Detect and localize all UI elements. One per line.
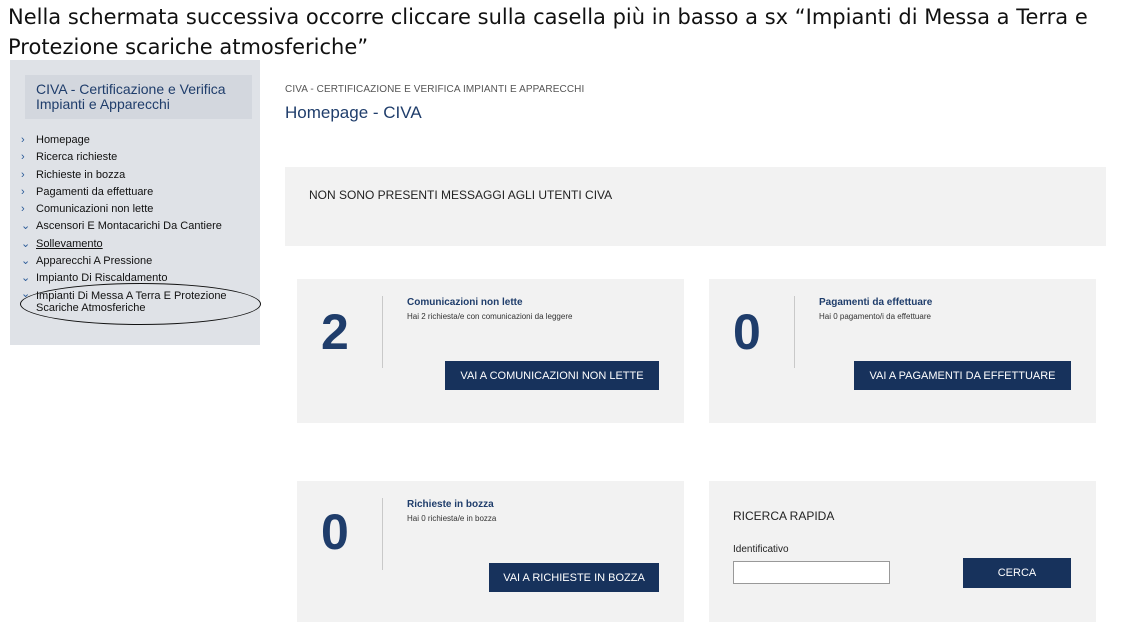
card-title: Comunicazioni non lette [407, 297, 523, 308]
breadcrumb: CIVA - CERTIFICAZIONE E VERIFICA IMPIANTI E APPARECCHI [285, 84, 585, 95]
sidebar-item-pagamenti[interactable] [20, 184, 260, 201]
sidebar-item-messa-a-terra[interactable] [20, 288, 260, 318]
ricerca-title: RICERCA RAPIDA [733, 509, 835, 523]
sidebar-menu [20, 132, 260, 318]
instruction-caption: Nella schermata successiva occorre cliccare sulla casella più in basso a sx “Impianti di Messa a Terra e Protezione scariche atmosferiche” [8, 5, 1088, 59]
chevron-down-icon: ⌄ [21, 220, 31, 233]
chevron-right-icon: › [21, 134, 25, 146]
sidebar-item-sollevamento[interactable] [20, 236, 260, 253]
sidebar-item-riscaldamento[interactable] [20, 270, 260, 287]
divider [382, 296, 383, 368]
card-comunicazioni [297, 279, 684, 423]
card-title: Richieste in bozza [407, 499, 494, 510]
vai-pagamenti-button[interactable]: VAI A PAGAMENTI DA EFFETTUARE [854, 361, 1071, 390]
chevron-down-icon: ⌄ [21, 237, 31, 250]
sidebar-item-ascensori[interactable] [20, 218, 260, 235]
sidebar-item-label: Pagamenti da effettuare [36, 185, 154, 198]
chevron-down-icon: ⌄ [21, 255, 31, 268]
chevron-right-icon: › [21, 203, 25, 216]
chevron-right-icon: › [21, 185, 25, 198]
cerca-button[interactable]: CERCA [963, 558, 1071, 588]
sidebar-item-label: Impianto Di Riscaldamento [36, 272, 168, 285]
sidebar-item-apparecchi-pressione[interactable] [20, 253, 260, 270]
sidebar-item-label: Impianti Di Messa A Terra E Protezione Scariche Atmosferiche [36, 289, 227, 314]
sidebar-item-label: Comunicazioni non lette [36, 203, 154, 216]
messages-panel [285, 167, 1106, 246]
sidebar-item-label: Ascensori E Montacarichi Da Cantiere [36, 220, 222, 233]
sidebar-item-ricerca-richieste[interactable] [20, 149, 260, 166]
vai-bozza-button[interactable]: VAI A RICHIESTE IN BOZZA [489, 563, 659, 592]
identificativo-input[interactable] [733, 561, 890, 584]
card-subtitle: Hai 0 pagamento/i da effettuare [819, 312, 931, 321]
sidebar-item-comunicazioni[interactable] [20, 201, 260, 218]
vai-comunicazioni-button[interactable]: VAI A COMUNICAZIONI NON LETTE [445, 361, 659, 390]
chevron-right-icon: › [21, 168, 25, 181]
sidebar-title: CIVA - Certificazione e Verifica Impianti e Apparecchi [25, 75, 252, 119]
count-bozza: 0 [321, 504, 349, 560]
identificativo-label: Identificativo [733, 544, 789, 555]
count-pagamenti: 0 [733, 304, 761, 360]
chevron-down-icon: ⌄ [21, 287, 31, 300]
divider [382, 498, 383, 570]
card-subtitle: Hai 0 richiesta/e in bozza [407, 514, 497, 523]
card-bozza [297, 481, 684, 622]
sidebar [10, 60, 260, 345]
sidebar-item-label: Richieste in bozza [36, 168, 126, 181]
count-comunicazioni: 2 [321, 304, 349, 360]
chevron-right-icon: › [21, 151, 25, 164]
chevron-down-icon: ⌄ [21, 272, 31, 285]
sidebar-item-richieste-bozza[interactable] [20, 167, 260, 184]
sidebar-item-label: Homepage [36, 134, 90, 146]
messages-text: NON SONO PRESENTI MESSAGGI AGLI UTENTI CIVA [309, 188, 613, 202]
sidebar-item-label: Ricerca richieste [36, 151, 118, 164]
card-subtitle: Hai 2 richiesta/e con comunicazioni da leggere [407, 312, 573, 321]
sidebar-item-label: Apparecchi A Pressione [36, 255, 153, 268]
card-title: Pagamenti da effettuare [819, 297, 933, 308]
sidebar-item-homepage[interactable] [20, 132, 260, 149]
sidebar-item-label: Sollevamento [36, 237, 103, 250]
card-pagamenti [709, 279, 1096, 423]
page-title: Homepage - CIVA [285, 103, 422, 122]
card-ricerca-rapida [709, 481, 1096, 622]
divider [794, 296, 795, 368]
